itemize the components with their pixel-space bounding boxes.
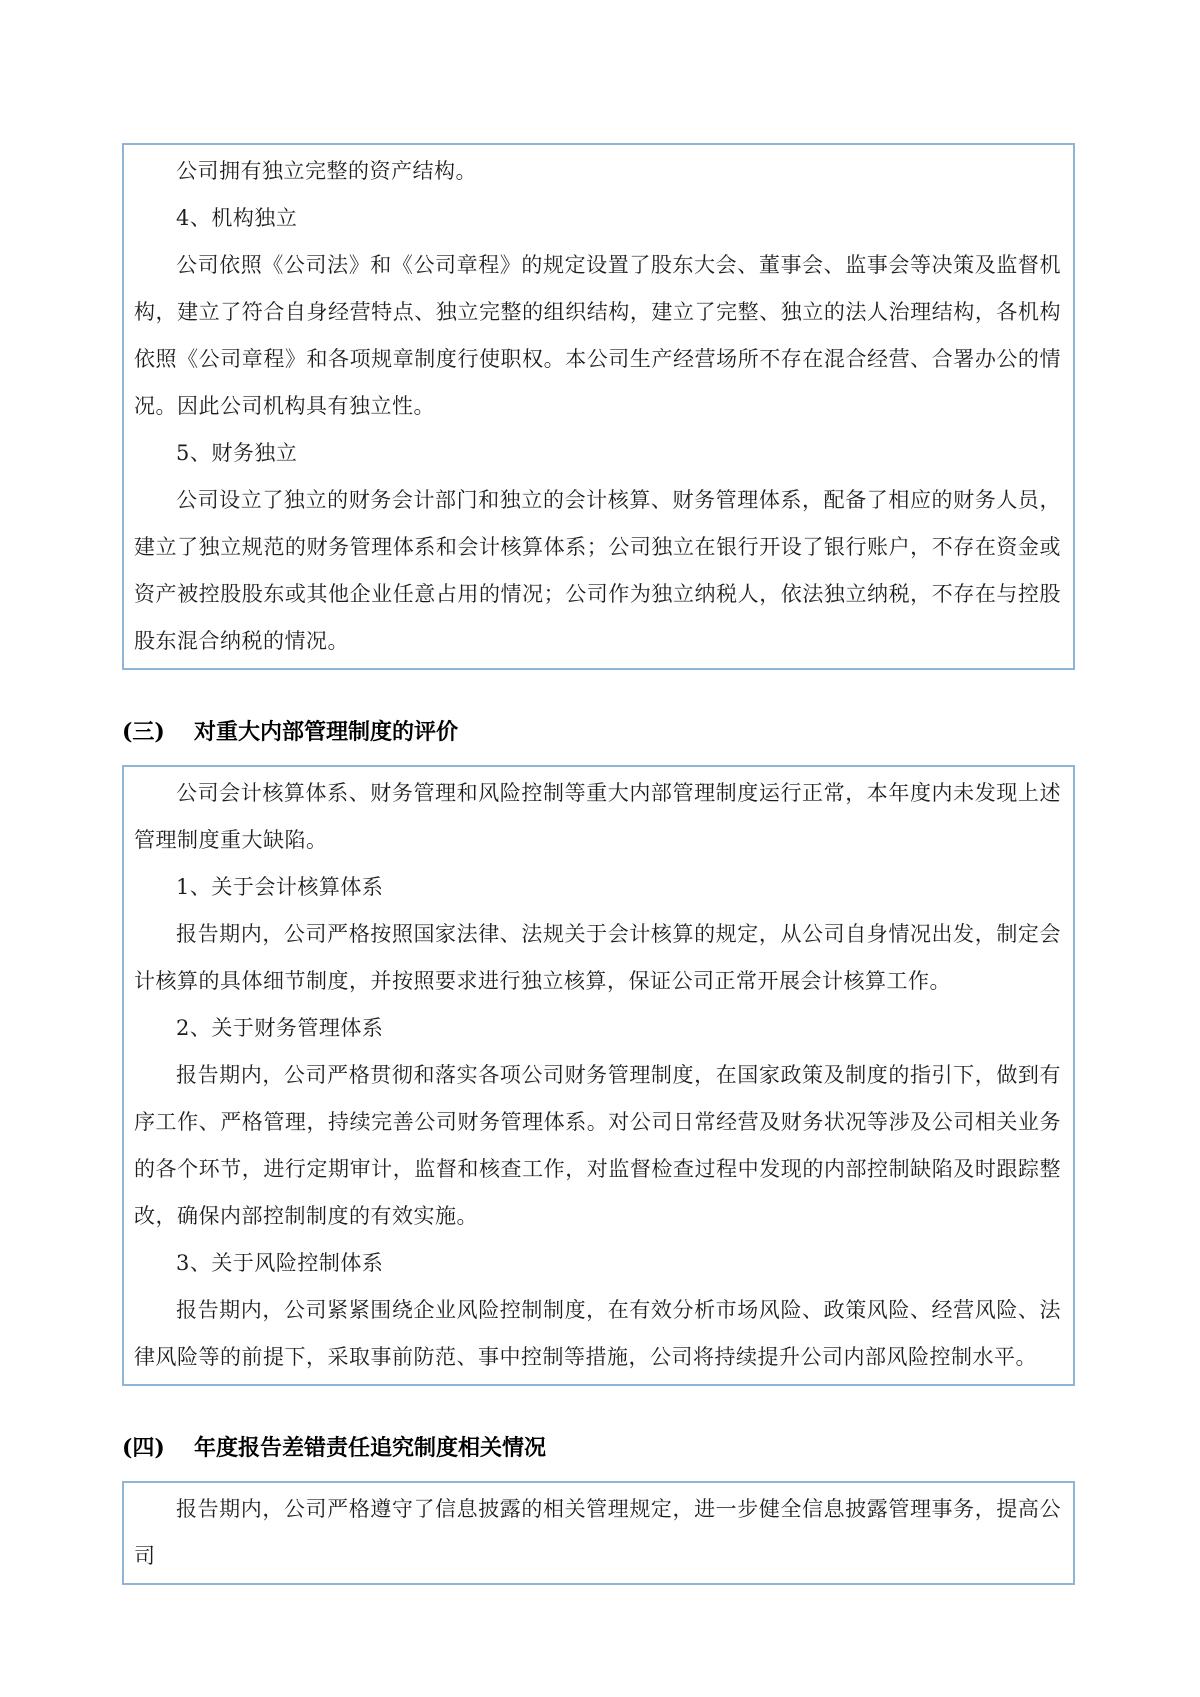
paragraph-financial-independence: 公司设立了独立的财务会计部门和独立的会计核算、财务管理体系，配备了相应的财务人员，建立了独立规范的财务管理体系和会计核算体系；公司独立在银行开设了银行账户，不存在资金或资产被控股股东或其他企业任意占用的情况；公司作为独立纳税人，依法独立纳税，不存在与控股股东混合纳税的情况。 bbox=[134, 488, 1061, 653]
error-accountability-box bbox=[122, 1481, 1075, 1585]
subheading-accounting-system: 1、关于会计核算体系 bbox=[176, 875, 384, 899]
section-heading-3-title: 对重大内部管理制度的评价 bbox=[194, 719, 459, 745]
internal-control-evaluation-box bbox=[122, 765, 1075, 1386]
subheading-risk-control: 3、关于风险控制体系 bbox=[176, 1251, 384, 1275]
section-heading-3-label: (三) bbox=[122, 719, 165, 745]
paragraph-financial-management: 报告期内，公司严格贯彻和落实各项公司财务管理制度，在国家政策及制度的指引下，做到有序工作、严格管理，持续完善公司财务管理体系。对公司日常经营及财务状况等涉及公司相关业务的各个环节，进行定期审计，监督和核查工作，对监督检查过程中发现的内部控制缺陷及时跟踪整改，确保内部控制制度的有效实施。 bbox=[134, 1063, 1061, 1228]
subheading-financial-independence: 5、财务独立 bbox=[176, 441, 298, 465]
independence-statement-box bbox=[122, 143, 1075, 670]
section-heading-4-title: 年度报告差错责任追究制度相关情况 bbox=[194, 1435, 547, 1461]
subheading-financial-management: 2、关于财务管理体系 bbox=[176, 1016, 384, 1040]
section-heading-4-label: (四) bbox=[122, 1435, 165, 1461]
section-heading-3 bbox=[122, 716, 1075, 748]
paragraph-risk-control: 报告期内，公司紧紧围绕企业风险控制制度，在有效分析市场风险、政策风险、经营风险、法律风险等的前提下，采取事前防范、事中控制等措施，公司将持续提升公司内部风险控制水平。 bbox=[134, 1298, 1061, 1369]
paragraph-accounting-system: 报告期内，公司严格按照国家法律、法规关于会计核算的规定，从公司自身情况出发，制定会计核算的具体细节制度，并按照要求进行独立核算，保证公司正常开展会计核算工作。 bbox=[134, 922, 1061, 993]
subheading-org-independence: 4、机构独立 bbox=[176, 206, 298, 230]
paragraph-org-independence: 公司依照《公司法》和《公司章程》的规定设置了股东大会、董事会、监事会等决策及监督机构，建立了符合自身经营特点、独立完整的组织结构，建立了完整、独立的法人治理结构，各机构依照《公司章程》和各项规章制度行使职权。本公司生产经营场所不存在混合经营、合署办公的情况。因此公司机构具有独立性。 bbox=[134, 253, 1061, 418]
section-heading-4 bbox=[122, 1432, 1075, 1464]
paragraph-internal-control-summary: 公司会计核算体系、财务管理和风险控制等重大内部管理制度运行正常，本年度内未发现上述管理制度重大缺陷。 bbox=[134, 781, 1061, 852]
paragraph-information-disclosure: 报告期内，公司严格遵守了信息披露的相关管理规定，进一步健全信息披露管理事务，提高公司 bbox=[134, 1497, 1061, 1568]
content-column bbox=[122, 0, 1075, 1585]
paragraph-asset-structure: 公司拥有独立完整的资产结构。 bbox=[176, 159, 477, 183]
